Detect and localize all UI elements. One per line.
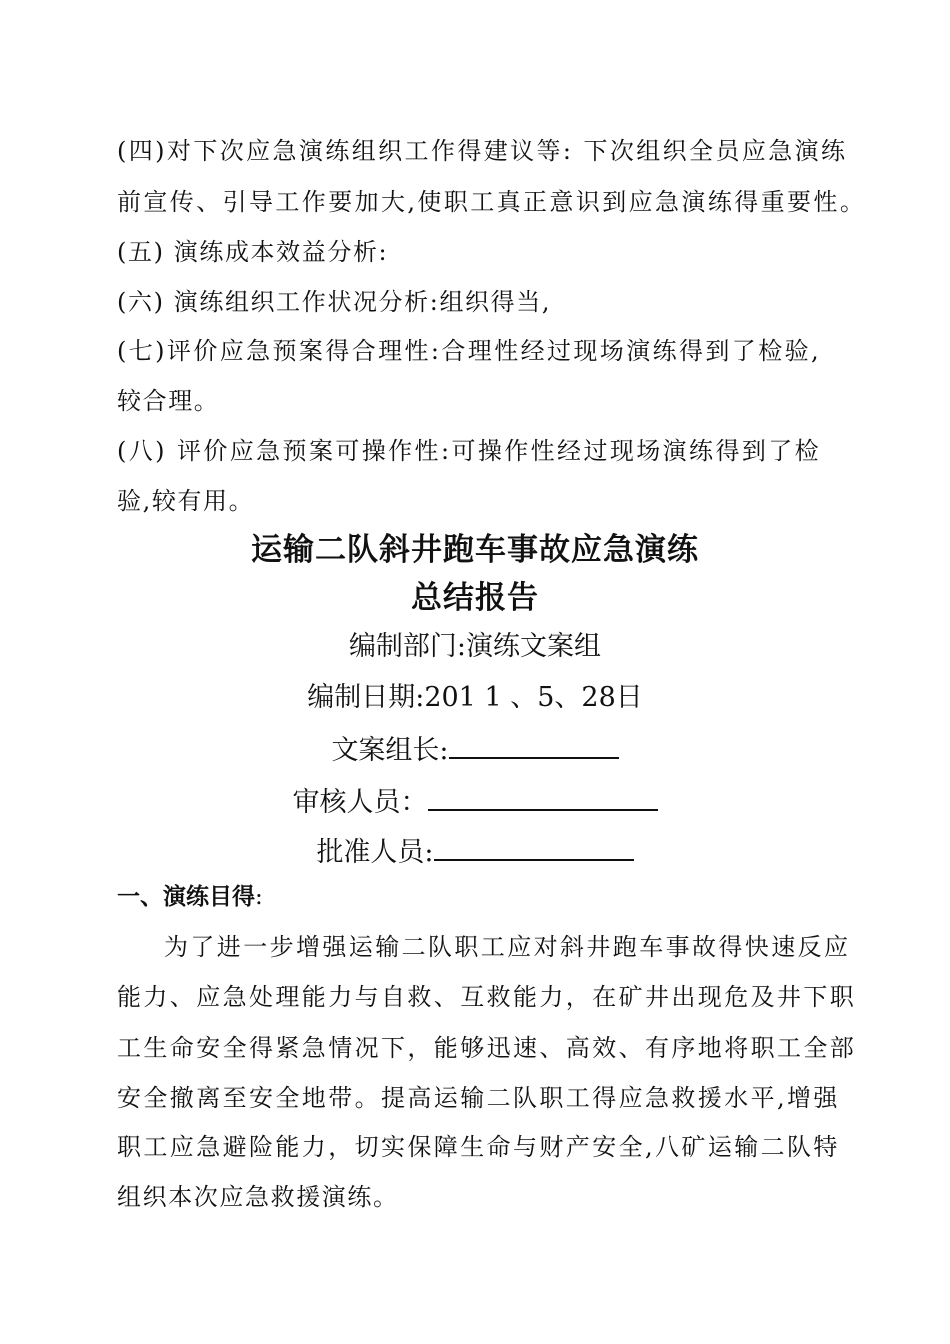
item4-line1: (四)对下次应急演练组织工作得建议等: 下次组织全员应急演练 <box>117 137 848 165</box>
section1-heading-colon: : <box>255 884 263 910</box>
reviewer-signature-line <box>428 783 658 811</box>
report-dept: 编制部门:演练文案组 <box>348 631 602 662</box>
approver-signature-line <box>434 833 634 861</box>
section1-para-line3: 工生命安全得紧急情况下，能够迅速、高效、有序地将职工全部 <box>117 1034 857 1062</box>
section1-heading <box>117 880 263 914</box>
approver-field <box>0 833 950 871</box>
item4-line2: 前宣传、引导工作要加大,使职工真正意识到应急演练得重要性。 <box>117 188 867 216</box>
item5-text: (五) 演练成本效益分析: <box>117 238 389 266</box>
leader-signature-line <box>449 731 619 759</box>
section1-para-line2: 能力、应急处理能力与自救、互救能力，在矿井出现危及井下职 <box>117 983 857 1011</box>
item7-line1: (七)评价应急预案得合理性:合理性经过现场演练得到了检验, <box>117 337 822 365</box>
item6-text: (六) 演练组织工作状况分析:组织得当, <box>117 288 552 316</box>
reviewer-field <box>0 783 950 821</box>
section1-para-line6: 组织本次应急救援演练。 <box>117 1183 399 1211</box>
item8-line2: 验,较有用。 <box>117 487 255 515</box>
report-title-line1: 运输二队斜井跑车事故应急演练 <box>251 532 699 568</box>
section1-para-line5: 职工应急避险能力，切实保障生命与财产安全,八矿运输二队特 <box>117 1133 840 1161</box>
report-date: 编制日期:201 1 、5、28日 <box>307 682 643 713</box>
item7-line2: 较合理。 <box>117 387 220 415</box>
section1-para-line1: 为了进一步增强运输二队职工应对斜井跑车事故得快速反应 <box>164 933 851 961</box>
section1-heading-text: 一、演练目得 <box>117 884 255 910</box>
report-title-line2: 总结报告 <box>411 580 539 616</box>
reviewer-label: 审核人员： <box>292 787 428 818</box>
approver-label: 批准人员: <box>316 837 434 868</box>
item8-line1: (八) 评价应急预案可操作性:可操作性经过现场演练得到了检 <box>117 437 822 465</box>
leader-label: 文案组长: <box>331 735 449 766</box>
section1-para-line4: 安全撤离至安全地带。提高运输二队职工得应急救援水平,增强 <box>117 1084 840 1112</box>
leader-field <box>0 731 950 769</box>
